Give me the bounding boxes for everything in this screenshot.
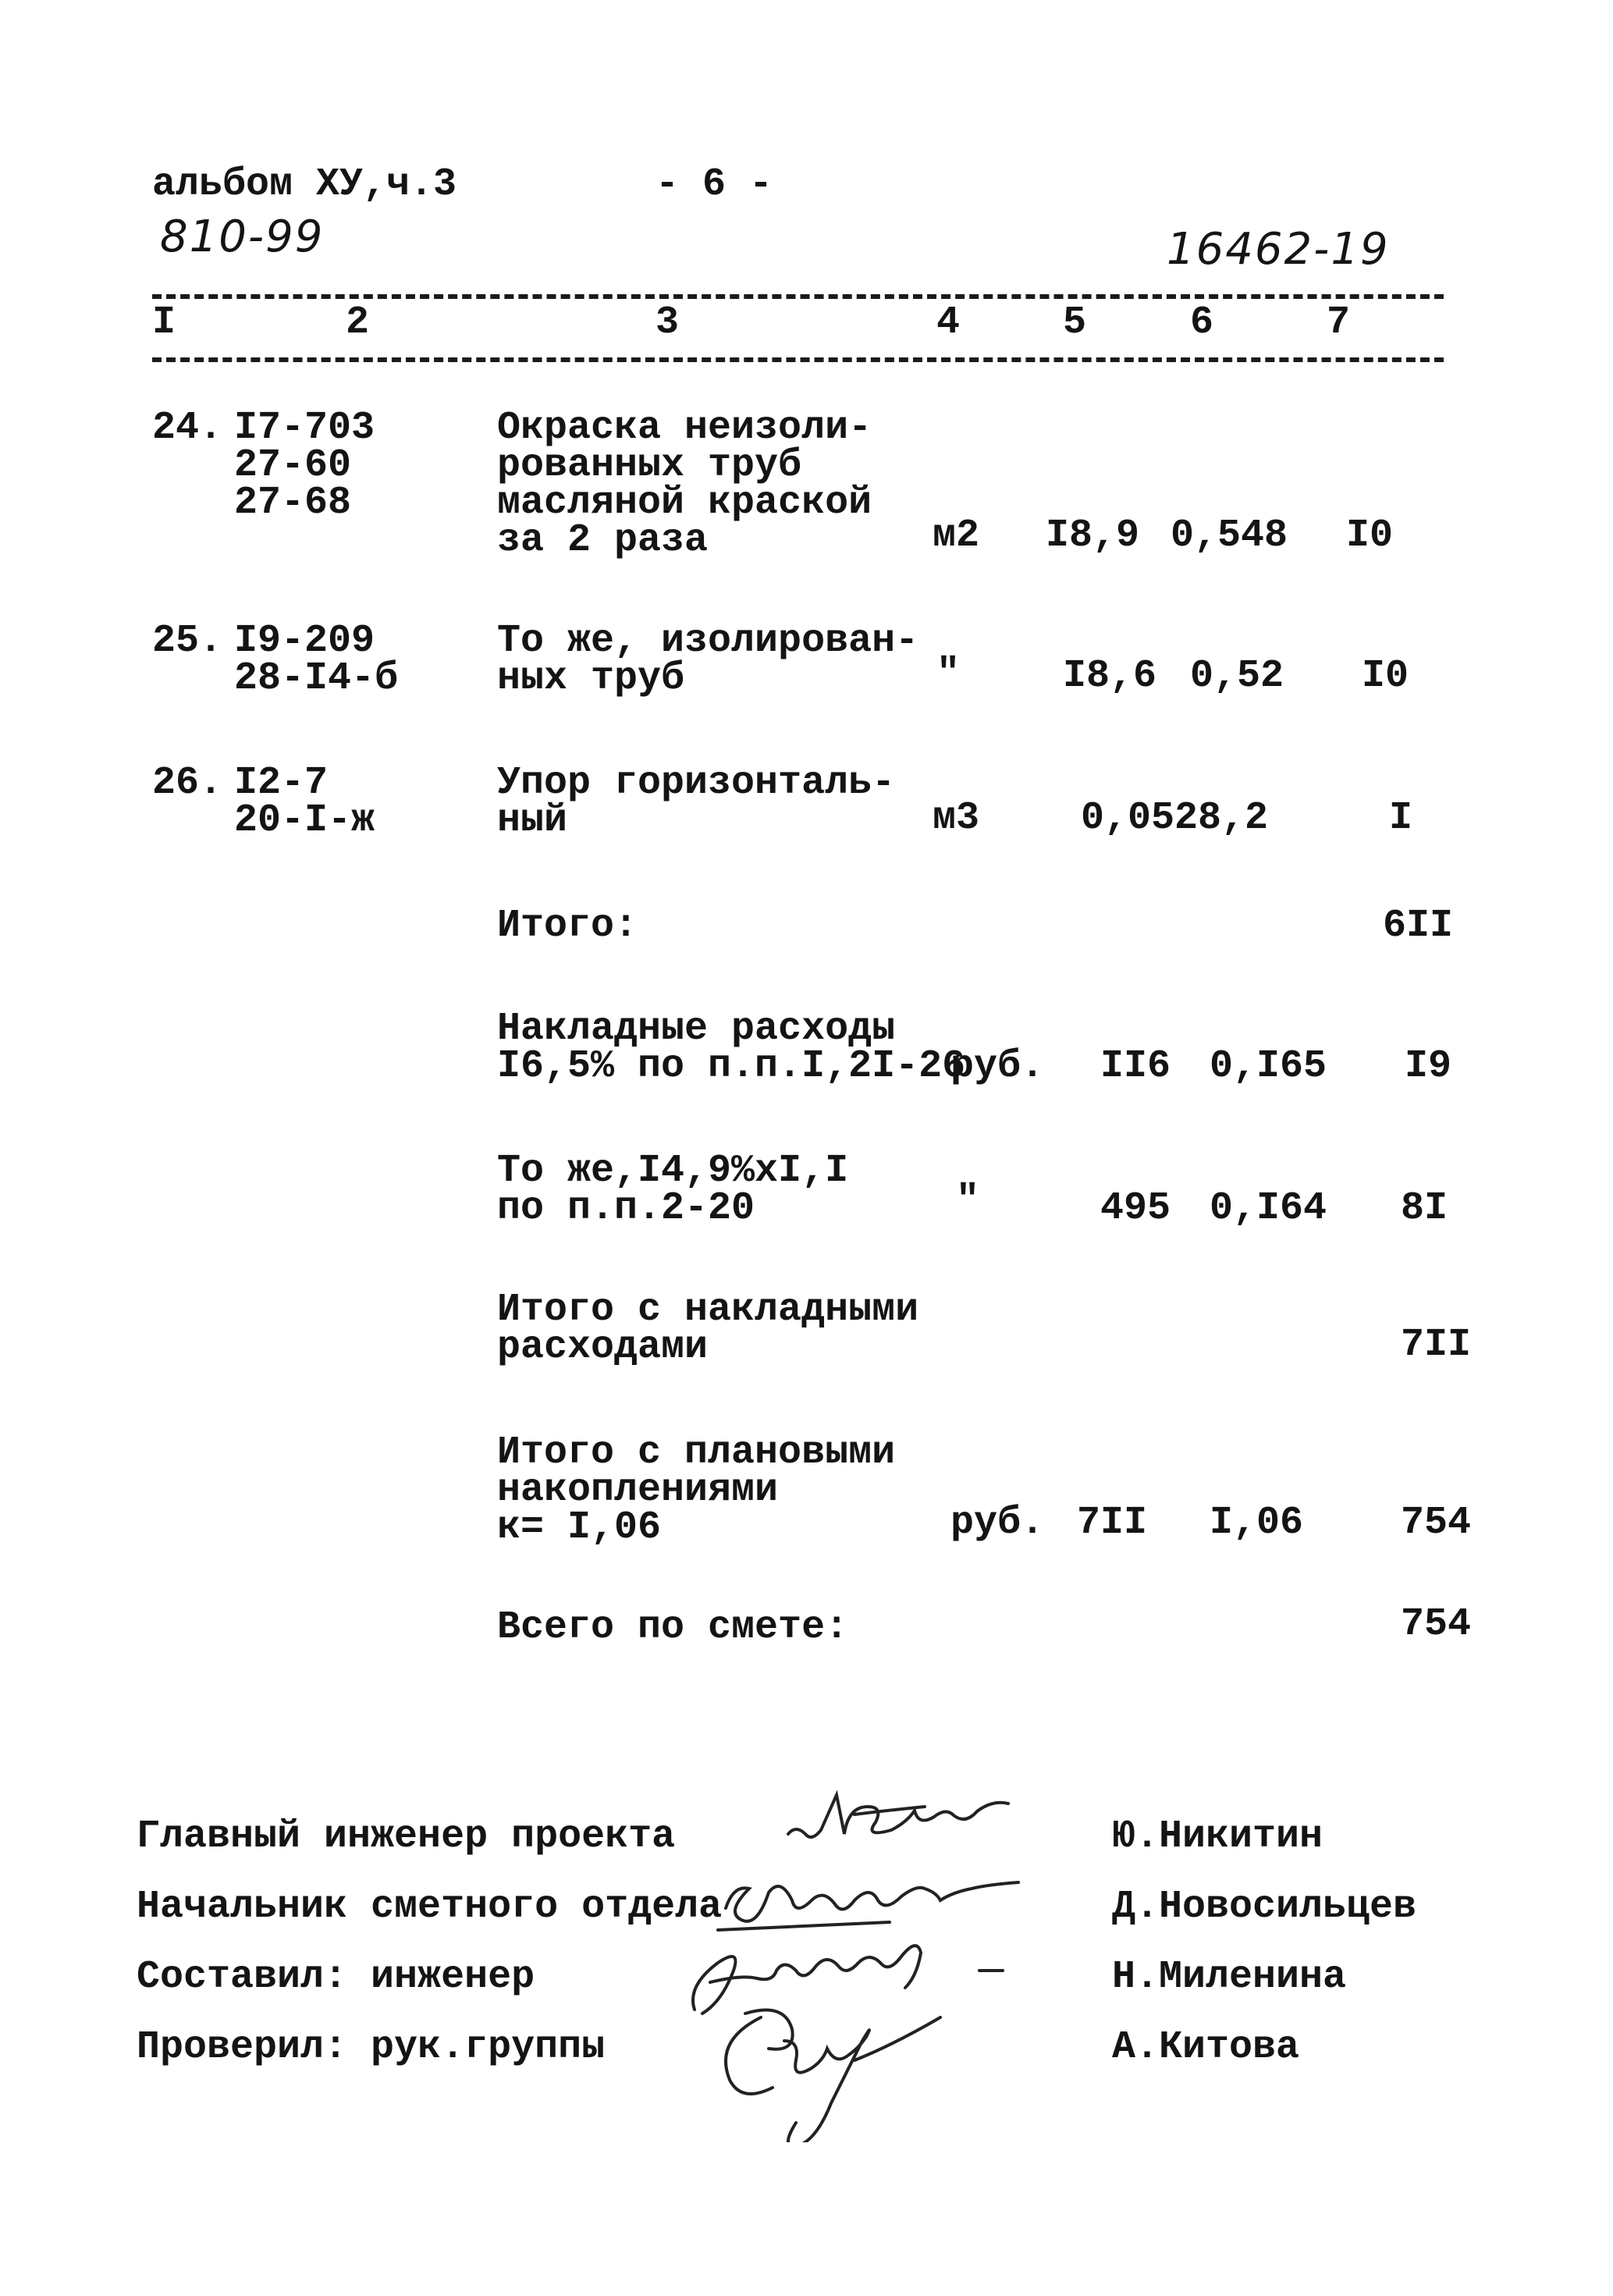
signature-role: Начальник сметного отдела [137,1885,723,1929]
summary-name: Итого: [497,904,638,948]
row-total: I0 [1346,514,1394,558]
handwritten-signature-4 [698,1994,972,2142]
summary-qty: 7II [1077,1501,1148,1545]
summary-total: 8I [1401,1186,1448,1231]
row-qty: I8,6 [1063,654,1157,698]
summary-unit: руб. [950,1044,1045,1089]
header-rule-top [152,294,1444,299]
page-number: - 6 - [656,162,773,207]
row-codes: I9-209 28-I4-б [234,619,399,701]
row-unit: м2 [933,514,980,558]
summary-qty: 495 [1100,1186,1171,1231]
album-label: альбом XУ,ч.3 [152,162,457,207]
summary-price: 0,I65 [1210,1044,1327,1089]
summary-total: I9 [1405,1044,1452,1089]
summary-total: 6II [1383,904,1454,948]
summary-price: 0,I64 [1210,1186,1327,1231]
row-price: 0,548 [1171,514,1288,558]
signature-role: Составил: инженер [137,1955,535,1999]
row-number: 26. [152,761,223,805]
row-name: Упор горизонталь- ный [497,761,896,843]
column-header-5: 5 [1063,300,1087,345]
column-header-3: 3 [656,300,680,345]
summary-price: I,06 [1210,1501,1304,1545]
handwritten-album-number: 810-99 [160,211,325,262]
summary-total: 754 [1401,1501,1472,1545]
summary-unit: руб. [950,1501,1045,1545]
row-codes: I7-703 27-60 27-68 [234,406,375,525]
row-name: То же, изолирован- ных труб [497,619,919,701]
summary-name: Итого с накладными расходами [497,1288,919,1370]
signature-name: А.Китова [1112,2025,1300,2070]
signature-name: Ю.Никитин [1112,1814,1323,1859]
summary-name: Итого с плановыми накоплениями к= I,06 [497,1431,896,1550]
summary-total: 754 [1401,1602,1472,1647]
signature-role: Проверил: рук.группы [137,2025,606,2070]
signature-name: Н.Миленина [1112,1955,1347,1999]
summary-unit: " [956,1178,980,1223]
column-header-6: 6 [1190,300,1214,345]
row-number: 25. [152,619,223,663]
summary-qty: II6 [1100,1044,1171,1089]
summary-total: 7II [1401,1323,1472,1367]
signature-name: Д.Новосильцев [1112,1885,1417,1929]
column-header-7: 7 [1327,300,1351,345]
row-total: I0 [1362,654,1409,698]
row-unit: м3 [933,796,980,841]
summary-name: Всего по смете: [497,1605,849,1650]
handwritten-signature-2 [702,1869,1046,1943]
column-header-1: I [152,300,176,345]
row-codes: I2-7 20-I-ж [234,761,375,843]
row-number: 24. [152,406,223,450]
row-name: Окраска неизоли- рованных труб масляной краской за 2 раза [497,406,872,563]
handwritten-signature-1 [780,1779,1077,1857]
summary-name: То же,I4,9%хI,I по п.п.2-20 [497,1149,849,1231]
column-header-2: 2 [346,300,370,345]
row-qty: 0,05 [1081,796,1175,841]
handwritten-document-number: 16462-19 [1167,224,1390,275]
row-total: I [1389,796,1413,841]
signature-role: Главный инженер проекта [137,1814,676,1859]
row-price: 28,2 [1174,796,1269,841]
summary-name: Накладные расходы I6,5% по п.п.I,2I-26 [497,1007,966,1089]
column-header-4: 4 [936,300,961,345]
row-qty: I8,9 [1046,514,1140,558]
row-price: 0,52 [1190,654,1284,698]
header-rule-bottom [152,357,1444,362]
row-unit: " [936,652,961,696]
